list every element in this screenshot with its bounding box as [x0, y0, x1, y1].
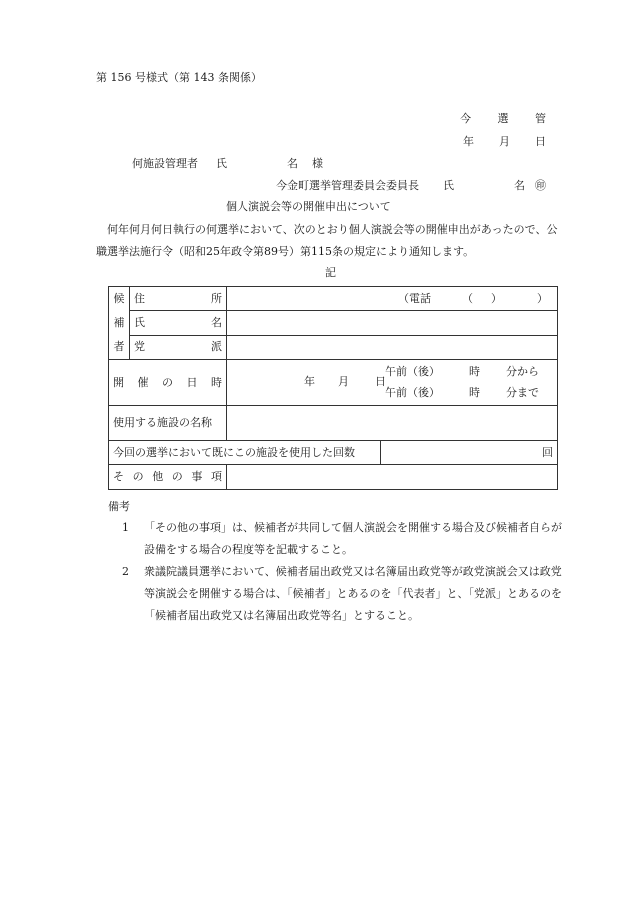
- date-day-unit: 日: [375, 375, 386, 388]
- note-number: 1: [122, 521, 129, 534]
- address-label: 住 所: [130, 287, 227, 311]
- usage-label: 今回の選挙において既にこの施設を使用した回数: [109, 441, 381, 465]
- datetime-label: 開 催 の 日 時: [109, 360, 227, 406]
- table-row-facility: [109, 406, 558, 441]
- phone-label: （電話: [398, 292, 431, 305]
- time-from-ampm: 午前（後）: [385, 365, 440, 378]
- address-field[interactable]: [227, 287, 558, 311]
- sender-mei: 名: [514, 179, 525, 192]
- party-field[interactable]: [227, 335, 558, 359]
- addressee-org: 何施設管理者: [132, 157, 198, 170]
- date-month-unit: 月: [338, 375, 349, 388]
- candidate-group-cell: [109, 287, 130, 360]
- sender-shi: 氏: [443, 179, 454, 192]
- date-year: 年: [463, 135, 474, 148]
- time-from-hour: 時: [469, 365, 480, 378]
- body-text: 何年何月何日執行の何選挙において、次のとおり個人演説会等の開催申出があったので、公職選挙法施行令（昭和25年政令第89号）第115条の規定により通知します。: [96, 223, 558, 258]
- issuer-char: 選: [497, 112, 509, 125]
- phone-close: ）: [491, 292, 502, 305]
- note-text: 衆議院議員選挙において、候補者届出政党又は名簿届出政党等が政党演説会又は政党等演説会を開催する場合は、「候補者」とあるのを「代表者」と、「党派」とあるのを「候補者届出政党又は名簿届出政党等名」とすること。: [144, 565, 562, 622]
- facility-field[interactable]: [227, 406, 558, 441]
- application-table: [108, 286, 558, 490]
- name-label: 氏 名: [130, 311, 227, 335]
- issuer-short: [460, 112, 546, 126]
- usage-field[interactable]: [381, 441, 558, 465]
- table-row-address: [109, 287, 558, 311]
- table-row-datetime: [109, 360, 558, 406]
- candidate-char: 者: [113, 340, 125, 353]
- issuer-char: 管: [535, 112, 546, 125]
- notes-heading: 備考: [108, 500, 130, 513]
- table-row-party: [109, 335, 558, 359]
- note-number: 2: [122, 565, 129, 578]
- issuer-char: 今: [460, 112, 471, 125]
- party-label: 党 派: [130, 335, 227, 359]
- addressee-mei: 名: [287, 157, 298, 170]
- candidate-char: 候: [113, 292, 125, 305]
- document-title: 個人演説会等の開催申出について: [226, 200, 391, 213]
- datetime-field[interactable]: [227, 360, 558, 406]
- ki-label: 記: [325, 266, 336, 279]
- note-item: [122, 561, 562, 627]
- note-item: [122, 517, 562, 561]
- other-field[interactable]: [227, 465, 558, 490]
- time-to-hour: 時: [469, 386, 480, 399]
- addressee-shi: 氏: [216, 157, 227, 170]
- time-to-min: 分まで: [506, 386, 539, 399]
- issue-date: [463, 135, 546, 149]
- date-day: 日: [535, 135, 546, 148]
- date-year-unit: 年: [304, 375, 315, 388]
- sender-title: 今金町選挙管理委員会委員長: [276, 179, 419, 192]
- facility-label: 使用する施設の名称: [109, 406, 227, 441]
- time-to-ampm: 午前（後）: [385, 386, 440, 399]
- usage-unit: 回: [542, 445, 553, 459]
- sender: [276, 179, 546, 193]
- addressee: [132, 157, 332, 171]
- table-row-other: [109, 465, 558, 490]
- name-field[interactable]: [227, 311, 558, 335]
- note-text: 「その他の事項」は、候補者が共同して個人演説会を開催する場合及び候補者自らが設備をする場合の程度等を記載すること。: [144, 521, 562, 556]
- addressee-sama: 様: [312, 157, 323, 170]
- time-from-min: 分から: [506, 365, 539, 378]
- phone-open: （: [462, 292, 473, 305]
- other-label: そ の 他 の 事 項: [109, 465, 227, 490]
- phone-end: ）: [537, 292, 548, 305]
- table-row-usage: [109, 441, 558, 465]
- date-month: 月: [499, 135, 510, 148]
- seal-mark: ㊞: [535, 179, 546, 192]
- table-row-name: [109, 311, 558, 335]
- candidate-char: 補: [113, 316, 125, 329]
- form-number: 第 156 号様式（第 143 条関係）: [96, 71, 262, 84]
